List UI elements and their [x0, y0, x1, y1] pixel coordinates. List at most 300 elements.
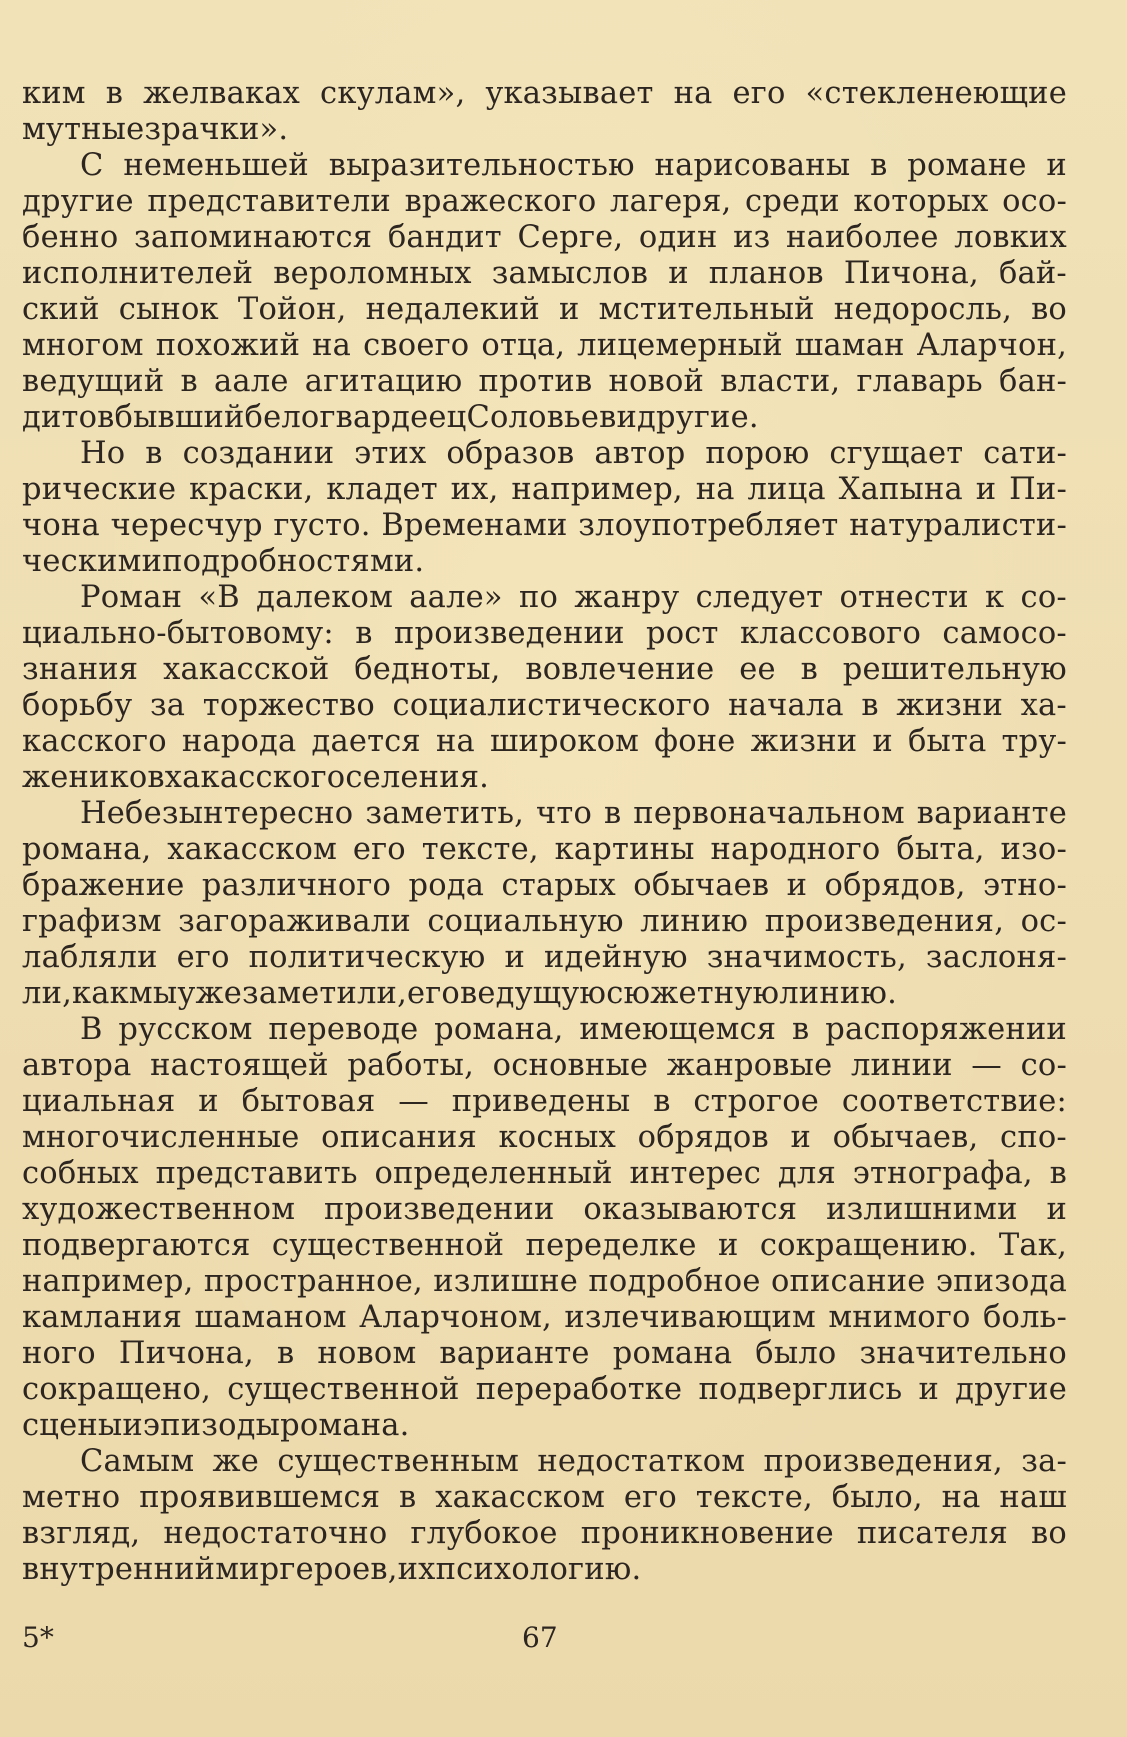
word: для [777, 1156, 836, 1191]
word: — [971, 1048, 1002, 1083]
word: психологию. [435, 1552, 642, 1587]
word: же [212, 1444, 260, 1479]
word: оказываются [583, 1192, 798, 1227]
word: косных [498, 1120, 617, 1155]
word: лагеря, [610, 184, 732, 219]
word: чересчур [110, 508, 263, 543]
text-line [22, 904, 1067, 940]
word: нарисованы [654, 148, 851, 183]
word: их, [450, 472, 499, 507]
word: мстительный [598, 292, 815, 327]
word: изо- [1000, 832, 1067, 867]
page-footer [0, 1618, 1127, 1658]
word: например, [511, 472, 683, 507]
word: недалекий [365, 292, 540, 327]
word: за- [1021, 1444, 1067, 1479]
word: автора [22, 1048, 132, 1083]
word: создании [182, 436, 335, 471]
word: аале» [409, 580, 503, 615]
word: в [277, 1336, 295, 1371]
word: на [435, 724, 475, 759]
word: и [616, 400, 638, 435]
word: рост [645, 616, 719, 651]
word: в [861, 688, 879, 723]
word: запоминаются [134, 220, 373, 255]
word: интерес [629, 1156, 762, 1191]
word: определенный [374, 1156, 613, 1191]
word: русском [118, 1012, 253, 1047]
word: заслоня- [925, 940, 1067, 975]
text-line [22, 184, 1067, 220]
word: наиболее [786, 220, 939, 255]
word: произведения, [764, 904, 1005, 939]
word: внутренний [22, 1552, 216, 1587]
text-line [22, 688, 1067, 724]
word: другие [955, 1372, 1067, 1407]
word: ее [739, 652, 776, 687]
word: сокращено, [22, 1372, 212, 1407]
word: ческими [22, 544, 163, 579]
word: заметить, [365, 796, 525, 831]
word: густо. [273, 508, 371, 543]
text-line [22, 724, 1067, 760]
word: политическую [248, 940, 486, 975]
word: образов [446, 436, 575, 471]
word: и [1046, 1192, 1067, 1227]
word: Серге, [517, 220, 624, 255]
word: обычаев [633, 868, 770, 903]
word: проявившемся [139, 1480, 381, 1515]
word: против [478, 364, 593, 399]
word: Роман [80, 580, 183, 615]
word: в [1049, 1156, 1067, 1191]
word: в [603, 796, 622, 831]
word: произведении [393, 616, 625, 651]
word: ведущий [22, 364, 165, 399]
word: различного [201, 868, 392, 903]
word: ха- [1020, 688, 1067, 723]
word: классового [740, 616, 922, 651]
word: на [941, 1480, 981, 1515]
text-line [22, 328, 1067, 364]
word: линии [850, 1048, 953, 1083]
word: бывший [114, 400, 245, 435]
word: Так, [998, 1228, 1067, 1263]
word: сюжетную [606, 976, 780, 1011]
word: в [653, 1084, 671, 1119]
word: глубокое [410, 1516, 558, 1551]
text-line [22, 1300, 1067, 1336]
word: хакасском [435, 1480, 606, 1515]
word: приведены [451, 1084, 631, 1119]
word: наш [999, 1480, 1067, 1515]
word: загораживали [178, 904, 411, 939]
word: было, [831, 1480, 923, 1515]
word: за [149, 688, 186, 723]
word: бенно [22, 220, 119, 255]
word: — [398, 1084, 429, 1119]
word: спо- [1000, 1120, 1067, 1155]
text-line [22, 1444, 1067, 1480]
word: хакасском [167, 832, 337, 867]
word: недоросль, [833, 292, 1012, 327]
word: как [72, 976, 129, 1011]
word: его [406, 976, 460, 1011]
word: агитацию [304, 364, 463, 399]
word: и [504, 940, 525, 975]
word: другие [22, 184, 134, 219]
word: мутные [22, 112, 145, 147]
word: в [180, 364, 198, 399]
word: со- [1020, 580, 1067, 615]
word: Пичона, [843, 256, 979, 291]
word: неменьшей [123, 148, 309, 183]
word: аале [214, 364, 289, 399]
word: описание [770, 1264, 926, 1299]
word: на [312, 328, 352, 363]
word: жанровые [666, 1048, 833, 1083]
word: ловких [954, 220, 1067, 255]
word: бражение [22, 868, 185, 903]
word: фоне [654, 724, 736, 759]
word: и [786, 868, 808, 903]
word: уже [177, 976, 242, 1011]
word: дается [311, 724, 421, 759]
word: жизни [750, 724, 858, 759]
text-line [22, 400, 1067, 436]
word: его [623, 1480, 677, 1515]
text-line [22, 220, 1067, 256]
word: настоящей [150, 1048, 329, 1083]
word: идейную [543, 940, 688, 975]
word: отнести [839, 580, 969, 615]
word: взгляд, [22, 1516, 141, 1551]
word: и [790, 1120, 811, 1155]
text-line [22, 1372, 1067, 1408]
word: выразительностью [328, 148, 635, 183]
text-line [22, 1516, 1067, 1552]
word: со- [1020, 1048, 1067, 1083]
word: ким [22, 76, 86, 111]
word: социалистического [392, 688, 711, 723]
word: героев, [279, 1552, 398, 1587]
word: произведении [323, 1192, 555, 1227]
word: планов [708, 256, 824, 291]
word: вражеского [404, 184, 597, 219]
word: произведения, [763, 1444, 1003, 1479]
word: значимость, [706, 940, 907, 975]
word: заметили, [241, 976, 407, 1011]
text-line [22, 76, 1067, 112]
word: на [695, 472, 735, 507]
word: шаманом [194, 1300, 347, 1335]
word: варианте [439, 1336, 590, 1371]
word: социальную [427, 904, 624, 939]
word: к [985, 580, 1005, 615]
word: широком [489, 724, 640, 759]
word: и [198, 1084, 219, 1119]
word: линию [640, 904, 749, 939]
word: натуралисти- [849, 508, 1067, 543]
word: новой [608, 364, 705, 399]
word: циальная [22, 1084, 176, 1119]
word: жанру [574, 580, 680, 615]
word: во [1031, 1516, 1067, 1551]
word: следует [695, 580, 824, 615]
word: романе [907, 148, 1027, 183]
word: народа [181, 724, 297, 759]
word: подробностями. [162, 544, 425, 579]
word: описания [321, 1120, 477, 1155]
text-line [22, 256, 1067, 292]
word: ли, [22, 976, 72, 1011]
word: ведущую [459, 976, 607, 1011]
word: метно [22, 1480, 121, 1515]
word: и [559, 292, 580, 327]
word: краски, [189, 472, 314, 507]
word: Соловьев [466, 400, 617, 435]
word: циально-бытовому: [22, 616, 334, 651]
word: С [80, 148, 104, 183]
word: излишними [826, 1192, 1018, 1227]
word: лабляли [22, 940, 158, 975]
word: ного [22, 1336, 96, 1371]
word: порою [705, 436, 810, 471]
word: например, [22, 1264, 194, 1299]
word: и [122, 1408, 143, 1443]
word: сцены [22, 1408, 123, 1443]
word: белогвардеец [244, 400, 467, 435]
word: переводе [268, 1012, 419, 1047]
word: злоупотребляет [578, 508, 839, 543]
word: В [80, 1012, 103, 1047]
body-text [22, 76, 1067, 1588]
word: писателя [856, 1516, 1008, 1551]
word: мнимого [828, 1300, 971, 1335]
word: указывает [485, 76, 654, 111]
text-line [22, 1084, 1067, 1120]
word: сгущает [829, 436, 964, 471]
word: зрачки». [144, 112, 289, 147]
word: другие. [637, 400, 759, 435]
word: обрядов, [824, 868, 966, 903]
word: обычаев, [832, 1120, 979, 1155]
text-line [22, 436, 1067, 472]
word: существенной [227, 1372, 460, 1407]
word: сынок [118, 292, 219, 327]
word: бай- [998, 256, 1067, 291]
word: и [717, 1228, 739, 1263]
word: автор [594, 436, 686, 471]
word: похожий [155, 328, 301, 363]
word: быта, [896, 832, 985, 867]
text-line [22, 616, 1067, 652]
word: в [105, 76, 124, 111]
text-line [22, 832, 1067, 868]
word: по [519, 580, 559, 615]
word: лицемерный [577, 328, 783, 363]
word: линию. [779, 976, 898, 1011]
word: вовлечение [525, 652, 715, 687]
word: тексте, [421, 832, 539, 867]
text-line [22, 580, 1067, 616]
word: его [176, 940, 230, 975]
word: значительно [859, 1336, 1067, 1371]
word: первоначальном [633, 796, 905, 831]
word: графизм [22, 904, 162, 939]
word: ос- [1020, 904, 1067, 939]
word: главарь [856, 364, 983, 399]
word: во [1031, 292, 1067, 327]
word: хакасской [163, 652, 330, 687]
word: основные [492, 1048, 649, 1083]
word: Пи- [1009, 472, 1067, 507]
word: вероломных [273, 256, 472, 291]
word: было [755, 1336, 837, 1371]
word: варианте [916, 796, 1067, 831]
text-line [22, 1480, 1067, 1516]
word: новом [317, 1336, 417, 1371]
word: романа, [22, 832, 152, 867]
word: работы, [347, 1048, 475, 1083]
word: Тойон, [237, 292, 347, 327]
word: их [397, 1552, 436, 1587]
text-line [22, 1012, 1067, 1048]
word: отца, [481, 328, 566, 363]
word: переработке [475, 1372, 683, 1407]
word: ский [22, 292, 100, 327]
word: осо- [1002, 184, 1067, 219]
word: своего [363, 328, 470, 363]
word: желваках [143, 76, 301, 111]
word: картины [554, 832, 695, 867]
word: в [800, 652, 818, 687]
word: среди [745, 184, 840, 219]
word: «В [198, 580, 240, 615]
word: лица [747, 472, 826, 507]
word: из [733, 220, 771, 255]
word: в [355, 616, 373, 651]
text-line [22, 472, 1067, 508]
word: камлания [22, 1300, 183, 1335]
word: и [975, 472, 997, 507]
word: начала [728, 688, 844, 723]
word: излечивающим [564, 1300, 816, 1335]
word: Небезынтересно [80, 796, 354, 831]
word: пространное, [203, 1264, 423, 1299]
text-line [22, 1552, 1067, 1588]
word: обрядов [637, 1120, 769, 1155]
word: существенным [277, 1444, 520, 1479]
word: излишне [433, 1264, 579, 1299]
word: недостаточно [163, 1516, 388, 1551]
word: этих [354, 436, 427, 471]
word: его [352, 832, 406, 867]
word: художественном [22, 1192, 296, 1227]
text-line [22, 1228, 1067, 1264]
word: соответствие: [841, 1084, 1067, 1119]
word: существенной [271, 1228, 505, 1263]
word: бан- [999, 364, 1067, 399]
word: Аларчоном, [359, 1300, 552, 1335]
word: этно- [983, 868, 1067, 903]
word: далеком [256, 580, 394, 615]
text-line [22, 760, 1067, 796]
text-line [22, 364, 1067, 400]
text-line [22, 292, 1067, 328]
word: чона [22, 508, 100, 543]
text-line [22, 148, 1067, 184]
word: «стекленеющие [805, 76, 1067, 111]
word: бытовая [241, 1084, 376, 1119]
word: многом [22, 328, 144, 363]
word: и [1046, 148, 1067, 183]
text-line [22, 796, 1067, 832]
word: и [918, 1372, 939, 1407]
word: Хапына [838, 472, 963, 507]
text-line [22, 544, 1067, 580]
word: замыслов [491, 256, 649, 291]
word: старых [501, 868, 616, 903]
word: подвергаются [22, 1228, 251, 1263]
text-line [22, 1192, 1067, 1228]
word: сокращению. [759, 1228, 978, 1263]
word: бедноты, [354, 652, 501, 687]
word: романа [612, 1336, 733, 1371]
word: которых [853, 184, 989, 219]
word: жеников [22, 760, 165, 795]
word: исполнителей [22, 256, 254, 291]
word: бандит [387, 220, 502, 255]
word: в [792, 1012, 810, 1047]
word: жизни [896, 688, 1004, 723]
word: рода [408, 868, 485, 903]
word: дитов [22, 400, 115, 435]
word: строгое [693, 1084, 820, 1119]
word: решительную [842, 652, 1067, 687]
word: недостатком [537, 1444, 746, 1479]
text-line [22, 508, 1067, 544]
word: тексте, [695, 1480, 813, 1515]
word: народного [710, 832, 881, 867]
word: Аларчон, [916, 328, 1067, 363]
page-number: 67 [522, 1621, 558, 1654]
word: многочисленные [22, 1120, 300, 1155]
word: собных [22, 1156, 139, 1191]
word: в [399, 1480, 417, 1515]
signature-mark: 5* [22, 1621, 54, 1654]
word: торжество [202, 688, 375, 723]
word: Самым [80, 1444, 195, 1479]
word: шаман [794, 328, 905, 363]
text-line [22, 940, 1067, 976]
text-line [22, 868, 1067, 904]
word: Но [80, 436, 126, 471]
word: борьбу [22, 688, 133, 723]
word: власти, [720, 364, 841, 399]
word: мир [215, 1552, 280, 1587]
word: быта [907, 724, 987, 759]
text-line [22, 1120, 1067, 1156]
word: скулам», [320, 76, 466, 111]
word: мы [128, 976, 178, 1011]
word: один [638, 220, 718, 255]
word: этнографа, [852, 1156, 1033, 1191]
text-line [22, 1408, 1067, 1444]
word: эпизода [935, 1264, 1067, 1299]
word: в [145, 436, 163, 471]
word: переделке [525, 1228, 697, 1263]
